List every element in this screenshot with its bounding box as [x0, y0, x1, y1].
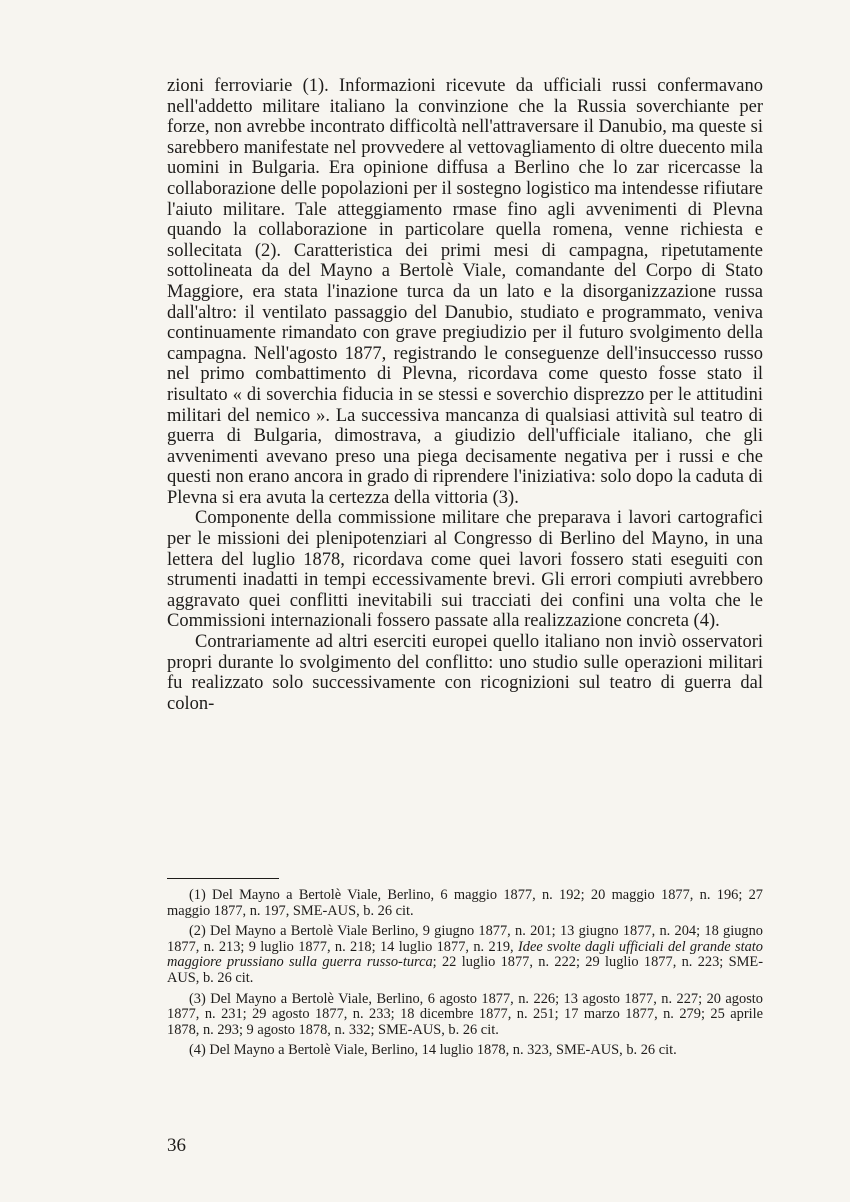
footnote-4: (4) Del Mayno a Bertolè Viale, Berlino, 14 luglio 1878, n. 323, SME-AUS, b. 26 cit. — [189, 1042, 677, 1059]
page-number: 36 — [167, 1135, 186, 1156]
footnote-separator — [167, 878, 279, 879]
footnotes — [167, 888, 763, 1064]
footnote-1: (1) Del Mayno a Bertolè Viale, Berlino, 6 maggio 1877, n. 192; 20 maggio 1877, n. 196; 27 maggio 1877, n. 197, SME-AUS, b. 26 cit. — [167, 887, 763, 919]
footnote-3: (3) Del Mayno a Bertolè Viale, Berlino, 6 agosto 1877, n. 226; 13 agosto 1877, n. 227; 20 agosto 1877, n. 231; 29 agosto 1877, n. 233; 18 dicembre 1877, n. 251; 17 marzo 1877, n. 279; 25 aprile 1878, n. 293; 9 agosto 1878, n. 332; SME-AUS, b. 26 cit. — [167, 990, 763, 1038]
paragraph-2: Componente della commissione militare che preparava i lavori cartografici per le missioni dei plenipotenziari al Congresso di Berlino del Mayno, in una lettera del luglio 1878, ricordava come quei lavori fossero stati eseguiti con strumenti inadatti in tempi eccessivamente brevi. Gli errori compiuti avrebbero aggravato quei conflitti inevitabili sui tracciati dei confini una volta che le Commissioni internazionali fossero passate alla realizzazione concreta (4). — [167, 508, 763, 632]
paragraph-3: Contrariamente ad altri eserciti europei quello italiano non inviò osservatori propri durante lo svolgimento del conflitto: uno studio sulle operazioni militari fu realizzato solo successivamente con ricognizioni sul teatro di guerra dal colon- — [167, 632, 763, 714]
footnote-2-text-start: (2) Del Mayno a Bertolè Viale Berlino, 9 giugno 1877, n. 201; 13 giugno 1877, n. 204; 18 giugno 1877, n. 213; 9 luglio 1877, n. 218; 14 luglio 1877, n. 219, — [167, 923, 763, 955]
footnote-2-text-end: ; 22 luglio 1877, n. 222; 29 luglio 1877, n. 223; SME-AUS, b. 26 cit. — [167, 954, 763, 986]
footnote-2 — [167, 924, 763, 986]
paragraph-1: zioni ferroviarie (1). Informazioni ricevute da ufficiali russi confermavano nell'addetto militare italiano la convinzione che la Russia soverchiante per forze, non avrebbe incontrato difficoltà nell'attraversare il Danubio, ma queste si sarebbero manifestate nel provvedere al vettovagliamento di oltre duecento mila uomini in Bulgaria. Era opinione diffusa a Berlino che lo zar ricercasse la collaborazione delle popolazioni per il sostegno logistico ma intendesse rifiutare l'aiuto militare. Tale atteggiamento rmase fino agli avvenimenti di Plevna quando la collaborazione in particolare quella romena, venne richiesta e sollecitata (2). Caratteristica dei primi mesi di campagna, ripetutamente sottolineata da del Mayno a Bertolè Viale, comandante del Corpo di Stato Maggiore, era stata l'inazione turca da un lato e la disorganizzazione russa dall'altro: il ventilato passaggio del Danubio, studiato e programmato, veniva continuamente rimandato con grave pregiudizio per il futuro svolgimento della campagna. Nell'agosto 1877, registrando le conseguenze dell'insuccesso russo nel primo combattimento di Plevna, ricordava come questo fosse stato il risultato « di soverchia fiducia in se stessi e soverchio disprezzo per le attitudini militari del nemico ». La successiva mancanza di qualsiasi attività sul teatro di guerra di Bulgaria, dimostrava, a giudizio dell'ufficiale italiano, che gli avvenimenti avevano preso una piega decisamente negativa per i russi e che questi non erano ancora in grado di riprendere l'iniziativa: solo dopo la caduta di Plevna si era avuta la certezza della vittoria (3). — [167, 76, 763, 508]
footnote-2-italic-title: Idee svolte dagli ufficiali del grande stato maggiore prussiano sulla guerra russo-turca — [167, 938, 763, 971]
body-text — [167, 76, 763, 714]
